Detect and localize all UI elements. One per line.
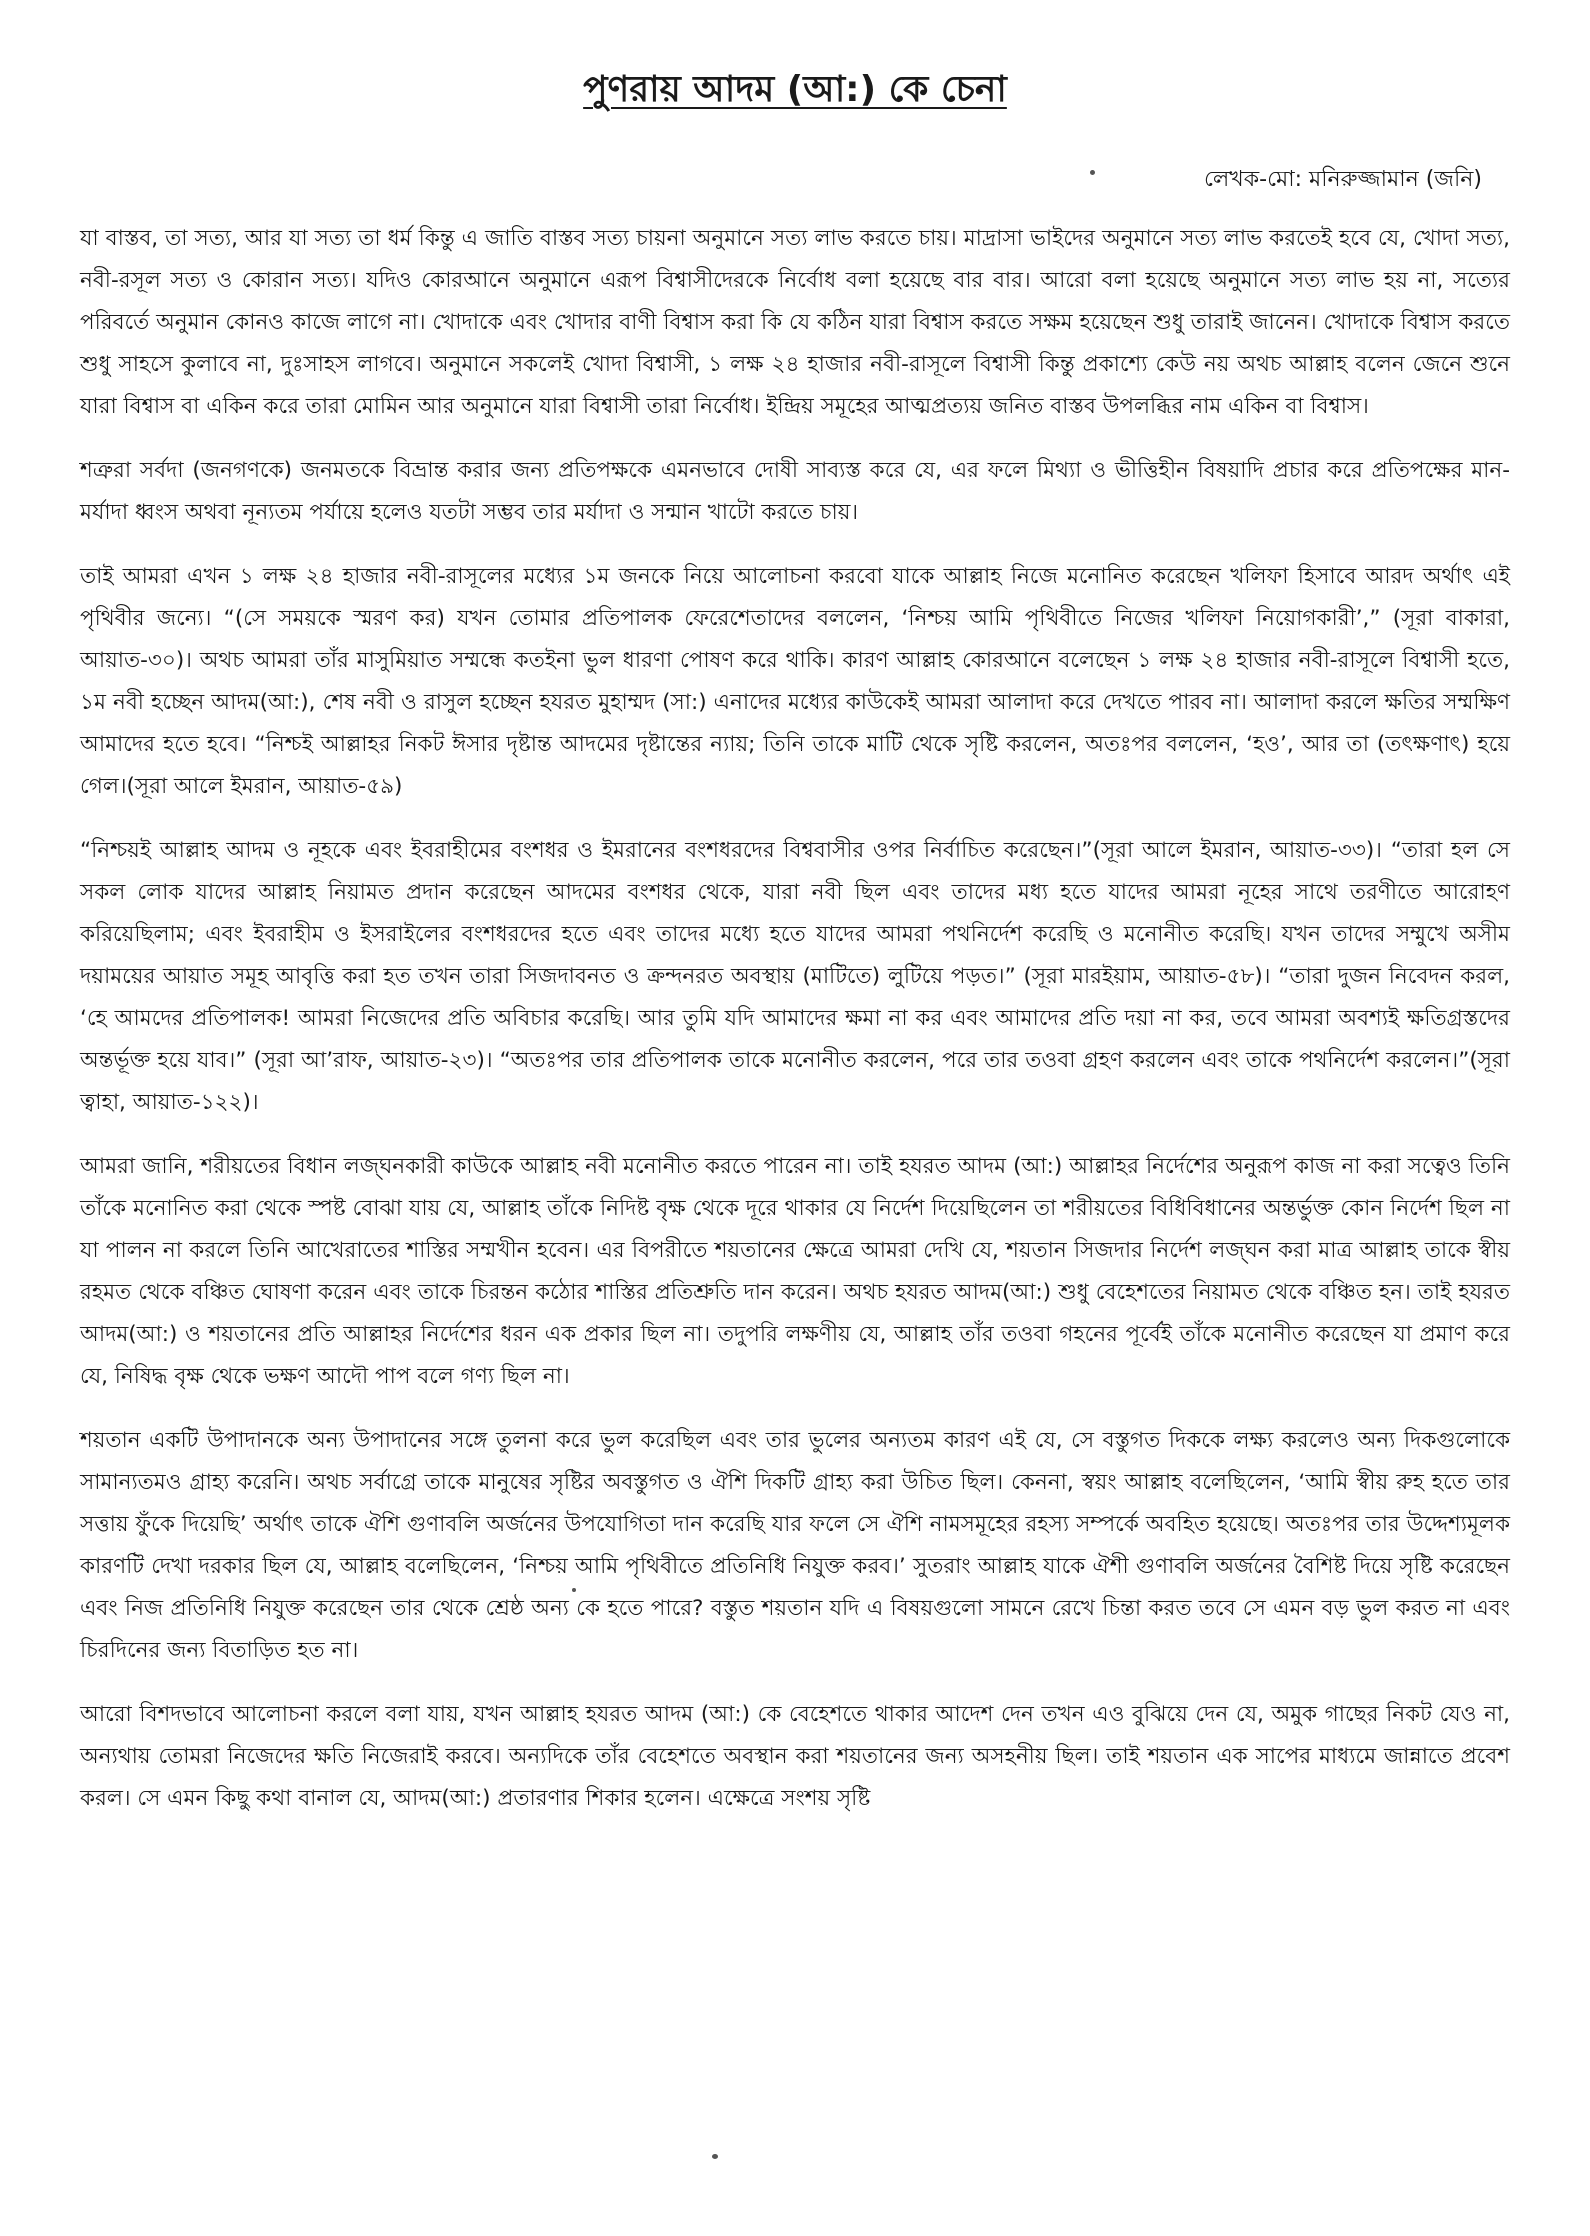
scan-speck <box>1090 170 1095 175</box>
author-line: লেখক-মো: মনিরুজ্জামান (জনি) <box>1203 167 1482 192</box>
paragraph-3: তাই আমরা এখন ১ লক্ষ ২৪ হাজার নবী-রাসূলের মধ্যের ১ম জনকে নিয়ে আলোচনা করবো যাকে আল্লাহ নিজে মনোনিত করেছেন খলিফা হিসাবে আরদ অর্থাৎ এই পৃথিবীর জন্যে। “(সে সময়কে স্মরণ কর) যখন তোমার প্রতিপালক ফেরেশেতাদের বললেন, ‘নিশ্চয় আমি পৃথিবীতে নিজের খলিফা নিয়োগকারী’,” (সূরা বাকারা, আয়াত-৩০)। অথচ আমরা তাঁর মাসুমিয়াত সম্মন্ধে কতইনা ভুল ধারণা পোষণ করে থাকি। কারণ আল্লাহ কোরআনে বলেছেন ১ লক্ষ ২৪ হাজার নবী-রাসূলে বিশ্বাসী হতে, ১ম নবী হচ্ছেন আদম(আ:), শেষ নবী ও রাসুল হচ্ছেন হযরত মুহাম্মদ (সা:) এনাদের মধ্যের কাউকেই আমরা আলাদা করে দেখতে পারব না। আলাদা করলে ক্ষতির সম্মক্ষিণ আমাদের হতে হবে। “নিশ্চই আল্লাহর নিকট ঈসার দৃষ্টান্ত আদমের দৃষ্টান্তের ন্যায়; তিনি তাকে মাটি থেকে সৃষ্টি করলেন, অতঃপর বললেন, ‘হও’, আর তা (তৎক্ষণাৎ) হয়ে গেল।(সূরা আলে ইমরান, আয়াত-৫৯) <box>80 564 1510 799</box>
paragraph-2: শত্রুরা সর্বদা (জনগণকে) জনমতকে বিভ্রান্ত করার জন্য প্রতিপক্ষকে এমনভাবে দোষী সাব্যস্ত করে যে, এর ফলে মিথ্যা ও ভীত্তিহীন বিষয়াদি প্রচার করে প্রতিপক্ষের মান-মর্যাদা ধ্বংস অথবা নূন্যতম পর্যায়ে হলেও যতটা সম্ভব তার মর্যাদা ও সন্মান খাটো করতে চায়। <box>80 458 1510 525</box>
scan-speck <box>572 1588 576 1592</box>
paragraph-6: শয়তান একটি উপাদানকে অন্য উপাদানের সঙ্গে তুলনা করে ভুল করেছিল এবং তার ভুলের অন্যতম কারণ এই যে, সে বস্তুগত দিককে লক্ষ্য করলেও অন্য দিকগুলোকে সামান্যতমও গ্রাহ্য করেনি। অথচ সর্বাগ্রে তাকে মানুষের সৃষ্টির অবস্তুগত ও ঐশি দিকটি গ্রাহ্য করা উচিত ছিল। কেননা, স্বয়ং আল্লাহ বলেছিলেন, ‘আমি স্বীয় রুহ হতে তার সত্তায় ফুঁকে দিয়েছি’ অর্থাৎ তাকে ঐশি গুণাবলি অর্জনের উপযোগিতা দান করেছি যার ফলে সে ঐশি নামসমূহের রহস্য সম্পর্কে অবহিত হয়েছে। অতঃপর তার উদ্দেশ্যমূলক কারণটি দেখা দরকার ছিল যে, আল্লাহ বলেছিলেন, ‘নিশ্চয় আমি পৃথিবীতে প্রতিনিধি নিযুক্ত করব।’ সুতরাং আল্লাহ যাকে ঐশী গুণাবলি অর্জনের বৈশিষ্ট দিয়ে সৃষ্টি করেছেন এবং নিজ প্রতিনিধি নিযুক্ত করেছেন তার থেকে শ্রেষ্ঠ অন্য কে হতে পারে? বস্তুত শয়তান যদি এ বিষয়গুলো সামনে রেখে চিন্তা করত তবে সে এমন বড় ভুল করত না এবং চিরদিনের জন্য বিতাড়িত হত না। <box>80 1428 1510 1663</box>
document-title <box>0 62 1590 122</box>
paragraph-4: “নিশ্চয়ই আল্লাহ আদম ও নূহকে এবং ইবরাহীমের বংশধর ও ইমরানের বংশধরদের বিশ্ববাসীর ওপর নির্বাচিত করেছেন।”(সূরা আলে ইমরান, আয়াত-৩৩)। “তারা হল সে সকল লোক যাদের আল্লাহ নিয়ামত প্রদান করেছেন আদমের বংশধর থেকে, যারা নবী ছিল এবং তাদের মধ্য হতে যাদের আমরা নূহের সাথে তরণীতে আরোহণ করিয়েছিলাম; এবং ইবরাহীম ও ইসরাইলের বংশধরদের হতে এবং তাদের মধ্যে হতে যাদের আমরা পথনির্দেশ করেছি ও মনোনীত করেছি। যখন তাদের সম্মুখে অসীম দয়াময়ের আয়াত সমূহ আবৃত্তি করা হত তখন তারা সিজদাবনত ও ক্রন্দনরত অবস্থায় (মাটিতে) লুটিয়ে পড়ত।” (সূরা মারইয়াম, আয়াত-৫৮)। “তারা দুজন নিবেদন করল, ‘হে আমদের প্রতিপালক! আমরা নিজেদের প্রতি অবিচার করেছি। আর তুমি যদি আমাদের ক্ষমা না কর এবং আমাদের প্রতি দয়া না কর, তবে আমরা অবশ্যই ক্ষতিগ্রস্তদের অন্তর্ভূক্ত হয়ে যাব।” (সূরা আ’রাফ, আয়াত-২৩)। “অতঃপর তার প্রতিপালক তাকে মনোনীত করলেন, পরে তার তওবা গ্রহণ করলেন এবং তাকে পথনির্দেশ করলেন।”(সূরা ত্বাহা, আয়াত-১২২)। <box>80 838 1510 1115</box>
paragraph-7: আরো বিশদভাবে আলোচনা করলে বলা যায়, যখন আল্লাহ হযরত আদম (আ:) কে বেহেশতে থাকার আদেশ দেন তখন এও বুঝিয়ে দেন যে, অমুক গাছের নিকট যেও না, অন্যথায় তোমরা নিজেদের ক্ষতি নিজেরাই করবে। অন্যদিকে তাঁর বেহেশতে অবস্থান করা শয়তানের জন্য অসহনীয় ছিল। তাই শয়তান এক সাপের মাধ্যমে জান্নাতে প্রবেশ করল। সে এমন কিছু কথা বানাল যে, আদম(আ:) প্রতারণার শিকার হলেন। এক্ষেত্রে সংশয় সৃষ্টি <box>80 1702 1510 1811</box>
scan-speck <box>712 2154 718 2159</box>
document-title-text: পুণরায় আদম (আ:) কে চেনা <box>583 69 1007 110</box>
paragraph-1: যা বাস্তব, তা সত্য, আর যা সত্য তা ধর্ম কিন্তু এ জাতি বাস্তব সত্য চায়না অনুমানে সত্য লাভ করতে চায়। মাদ্রাসা ভাইদের অনুমানে সত্য লাভ করতেই হবে যে, খোদা সত্য, নবী-রসূল সত্য ও কোরান সত্য। যদিও কোরআনে অনুমানে এরূপ বিশ্বাসীদেরকে নির্বোধ বলা হয়েছে বার বার। আরো বলা হয়েছে অনুমানে সত্য লাভ হয় না, সত্যের পরিবর্তে অনুমান কোনও কাজে লাগে না। খোদাকে এবং খোদার বাণী বিশ্বাস করা কি যে কঠিন যারা বিশ্বাস করতে সক্ষম হয়েছেন শুধু তারাই জানেন। খোদাকে বিশ্বাস করতে শুধু সাহসে কুলাবে না, দুঃসাহস লাগবে। অনুমানে সকলেই খোদা বিশ্বাসী, ১ লক্ষ ২৪ হাজার নবী-রাসূলে বিশ্বাসী কিন্তু প্রকাশ্যে কেউ নয় অথচ আল্লাহ বলেন জেনে শুনে যারা বিশ্বাস বা একিন করে তারা মোমিন আর অনুমানে যারা বিশ্বাসী তারা নির্বোধ। ইন্দ্রিয় সমূহের আত্মপ্রত্যয় জনিত বাস্তব উপলব্ধির নাম একিন বা বিশ্বাস। <box>80 226 1510 419</box>
article-body <box>80 218 1510 1842</box>
paragraph-5: আমরা জানি, শরীয়তের বিধান লজ্ঘনকারী কাউকে আল্লাহ নবী মনোনীত করতে পারেন না। তাই হযরত আদম (আ:) আল্লাহর নির্দেশের অনুরূপ কাজ না করা সত্বেও তিনি তাঁকে মনোনিত করা থেকে স্পষ্ট বোঝা যায় যে, আল্লাহ তাঁকে নিদিষ্ট বৃক্ষ থেকে দূরে থাকার যে নির্দেশ দিয়েছিলেন তা শরীয়তের বিধিবিধানের অন্তর্ভুক্ত কোন নির্দেশ ছিল না যা পালন না করলে তিনি আখেরাতের শাস্তির সম্মখীন হবেন। এর বিপরীতে শয়তানের ক্ষেত্রে আমরা দেখি যে, শয়তান সিজদার নির্দেশ লজ্ঘন করা মাত্র আল্লাহ তাকে স্বীয় রহমত থেকে বঞ্চিত ঘোষণা করেন এবং তাকে চিরন্তন কঠোর শাস্তির প্রতিশ্রুতি দান করেন। অথচ হযরত আদম(আ:) শুধু বেহেশতের নিয়ামত থেকে বঞ্চিত হন। তাই হযরত আদম(আ:) ও শয়তানের প্রতি আল্লাহর নির্দেশের ধরন এক প্রকার ছিল না। তদুপরি লক্ষণীয় যে, আল্লাহ তাঁর তওবা গহনের পূর্বেই তাঁকে মনোনীত করেছেন যা প্রমাণ করে যে, নিষিদ্ধ বৃক্ষ থেকে ভক্ষণ আদৌ পাপ বলে গণ্য ছিল না। <box>80 1154 1510 1389</box>
